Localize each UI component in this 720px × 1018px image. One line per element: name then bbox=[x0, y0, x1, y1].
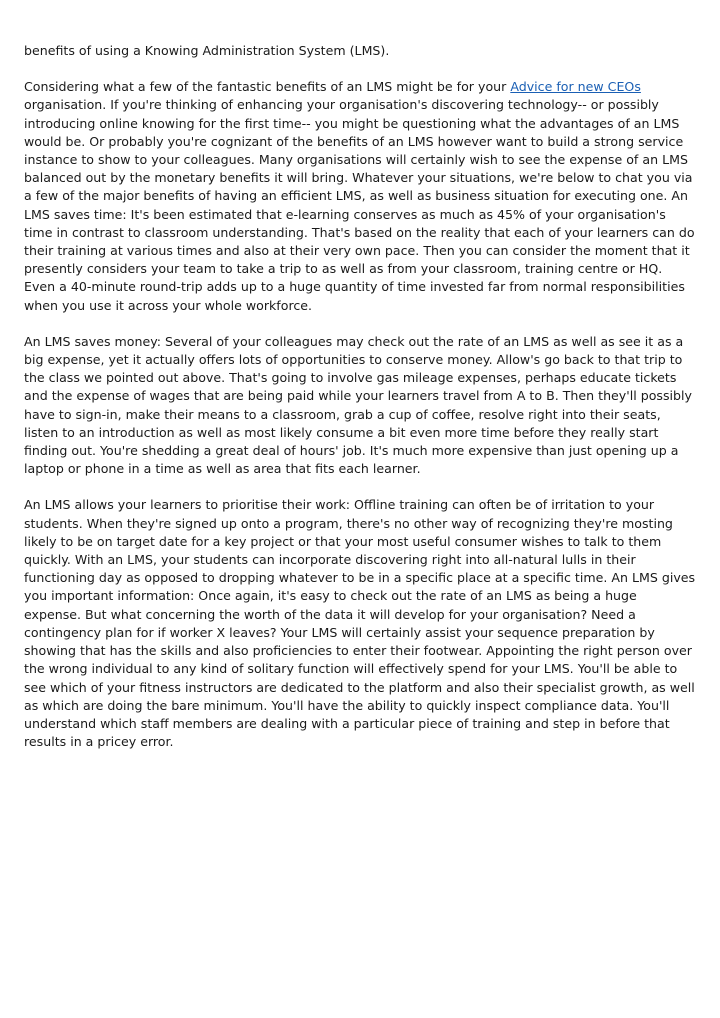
intro-paragraph: benefits of using a Knowing Administration System (LMS). bbox=[24, 43, 390, 58]
paragraph-2: An LMS saves money: Several of your colleagues may check out the rate of an LMS as well as see it as a big expense, yet it actually offers lots of opportunities to conserve money. Allow's go back to that trip to the class we pointed out above. That's going to involve gas mileage expenses, perhaps educate tickets and the expense of wages that are being paid while your learners travel from A to B. Then they'll possibly have to sign-in, make their means to a classroom, grab a cup of coffee, resolve right into their seats, listen to an introduction as well as most likely consume a bit even more time before they really start finding out. You're shedding a great deal of hours' job. It's much more expensive than just opening up a laptop or phone in a time as well as area that fits each learner. bbox=[24, 333, 692, 477]
paragraph-1 bbox=[24, 78, 696, 315]
paragraph-1-body: organisation. If you're thinking of enhancing your organisation's discovering technology-- or possibly introducing online knowing for the first time-- you might be questioning what the advantages of an LMS would be. Or probably you're cognizant of the benefits of an LMS however want to build a strong service instance to show to your colleagues. Many organisations will certainly wish to see the expense of an LMS balanced out by the monetary benefits it will bring. Whatever your situations, we're below to chat you via a few of the major benefits of having an efficient LMS, as well as business situation for executing one. An LMS saves time: It's been estimated that e-learning conserves as much as 45% of your organisation's time in contrast to classroom understanding. That's based on the reality that each of your learners can do their training at various times and also at their very own pace. Then you can consider the moment that it presently considers your team to take a trip to as well as from your classroom, training centre or HQ. Even a 40-minute round-trip adds up to a huge quantity of time invested far from normal responsibilities when you use it across your whole workforce. bbox=[24, 97, 695, 313]
paragraph-1-lead: Considering what a few of the fantastic benefits of an LMS might be for your bbox=[24, 79, 511, 95]
advice-for-new-ceos-link[interactable]: Advice for new CEOs bbox=[510, 79, 641, 95]
paragraph-3: An LMS allows your learners to prioritise their work: Offline training can often be of irritation to your students. When they're signed up onto a program, there's no other way of recognizing they're mosting likely to be on target date for a key project or that your most useful consumer wishes to talk to them quickly. With an LMS, your students can incorporate discovering right into all-natural lulls in their functioning day as opposed to dropping whatever to be in a specific place at a specific time. An LMS gives you important information: Once again, it's easy to check out the rate of an LMS as being a huge expense. But what concerning the worth of the data it will develop for your organisation? Need a contingency plan for if worker X leaves? Your LMS will certainly assist your sequence preparation by showing that has the skills and also proficiencies to enter their footwear. Appointing the right person over the wrong individual to any kind of solitary function will effectively spend for your LMS. You'll be able to see which of your fitness instructors are dedicated to the platform and also their specialist growth, as well as which are doing the bare minimum. You'll have the ability to quickly inspect compliance data. You'll understand which staff members are dealing with a particular piece of training and step in before that results in a pricey error. bbox=[24, 497, 696, 750]
